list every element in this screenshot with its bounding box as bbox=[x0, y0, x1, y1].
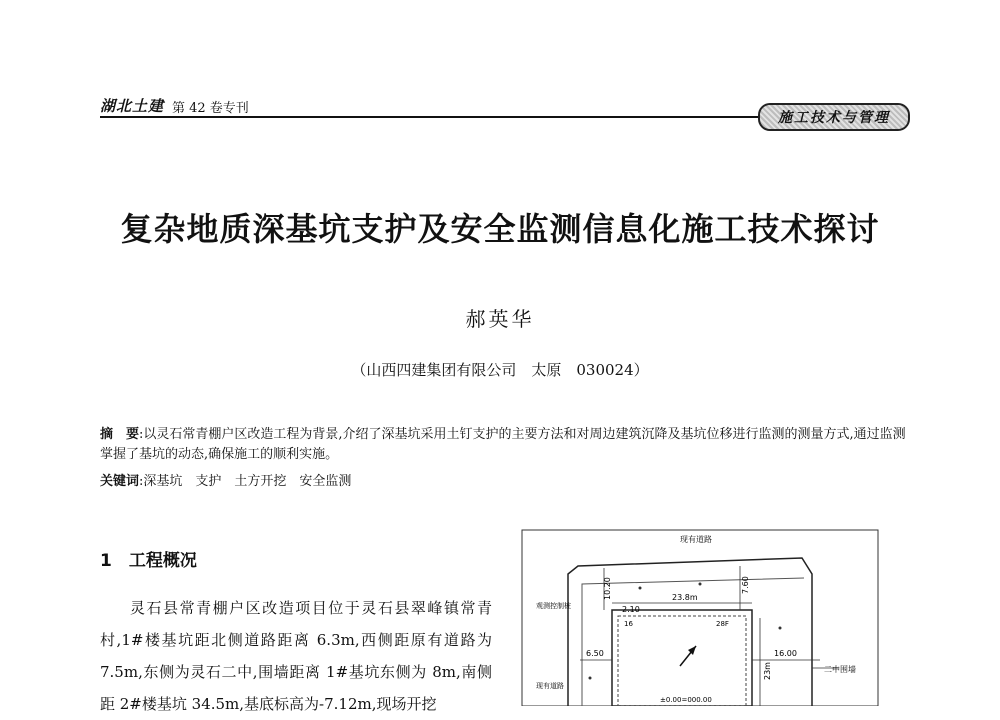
volume-label: 第 42 卷专刊 bbox=[172, 101, 249, 116]
fig-label-16: 16 bbox=[624, 620, 633, 628]
section-badge: 施工技术与管理 bbox=[758, 103, 910, 131]
author: 郝英华 bbox=[465, 307, 535, 331]
keywords-text: :深基坑 支护 土方开挖 安全监测 bbox=[139, 474, 352, 489]
fig-dim-1600: 16.00 bbox=[774, 649, 797, 658]
journal-name: 湖北土建 bbox=[100, 97, 165, 115]
fig-label-28f: 28F bbox=[716, 620, 729, 628]
fig-bottom-left-label: 现有道路 bbox=[536, 682, 564, 690]
body-paragraph: 灵石县常青棚户区改造项目位于灵石县翠峰镇常青村,1#楼基坑距北侧道路距离 6.3m,西侧距原有道路为 7.5m,东侧为灵石二中,围墙距离 1#基坑东侧为 8m,南侧距 2#楼基坑 34.5m,基底标高为-7.12m,现场开挖 bbox=[100, 599, 492, 713]
abstract-text: :以灵石常青棚户区改造工程为背景,介绍了深基坑采用土钉支护的主要方法和对周边建筑沉降及基坑位移进行监测的测量方式,通过监测掌握了基坑的动态,确保施工的顺利实施。 bbox=[100, 427, 906, 462]
header-rule bbox=[100, 116, 800, 118]
fig-dim-650: 6.50 bbox=[586, 649, 604, 658]
keywords bbox=[100, 472, 351, 492]
fig-dim-1020: 10.20 bbox=[603, 577, 612, 600]
site-plan-drawing bbox=[520, 528, 880, 706]
site-plan-figure bbox=[520, 528, 880, 706]
fig-right-label: 二中围墙 bbox=[824, 665, 856, 674]
section-body bbox=[100, 592, 492, 720]
paper-title: 复杂地质深基坑支护及安全监测信息化施工技术探讨 bbox=[120, 210, 880, 248]
fig-left-label: 观测控制桩 bbox=[536, 602, 571, 610]
abstract bbox=[100, 425, 910, 465]
fig-dim-210: 2.10 bbox=[622, 605, 640, 614]
abstract-label: 摘 要 bbox=[100, 427, 140, 442]
fig-top-label: 现有道路 bbox=[680, 535, 712, 544]
section-heading: 1 工程概况 bbox=[100, 551, 197, 571]
fig-dim-23m: 23m bbox=[763, 662, 772, 680]
keywords-label: 关键词 bbox=[100, 474, 140, 489]
affiliation: （山西四建集团有限公司 太原 030024） bbox=[351, 361, 649, 379]
fig-dim-760: 7.60 bbox=[741, 576, 750, 594]
fig-bottom-label: ±0.00=000.00 bbox=[660, 696, 712, 704]
fig-dim-238: 23.8m bbox=[672, 593, 698, 602]
